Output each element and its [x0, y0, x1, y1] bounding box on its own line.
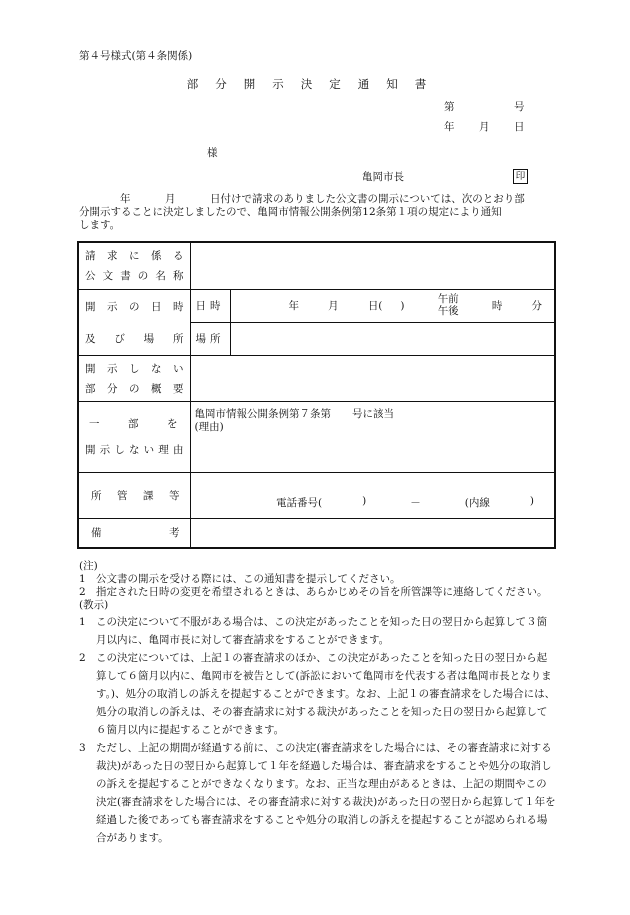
document-title: 部分開示決定通知書	[186, 77, 444, 91]
instruction-item-2: 2 この決定については、上記１の審査請求のほか、この決定があったことを知った日の翌日から起算して６箇月以内に、亀岡市を被告として(訴訟において亀岡市を代表する者は亀岡市長となります。)、処分の取消しの訴えを提起することができます。なお、上記１の審査請求をした場合には、処分の取消しの訴えは、その審査請求に対する裁決があったことを知った日の翌日から起算して６箇月以内に提起することができます。	[79, 651, 556, 736]
intro-line1: 日付けで請求のありました公文書の開示については、次のとおり部	[210, 193, 525, 205]
sender-name: 亀岡市長	[362, 171, 404, 183]
value-requested-document	[190, 242, 555, 289]
value-nondisclosure-reason	[190, 401, 555, 472]
issue-year: 年	[444, 121, 455, 133]
label-remarks: 備 考	[78, 518, 190, 548]
value-undisclosed-summary	[190, 355, 555, 401]
pm-label: 午後	[437, 304, 459, 317]
intro-paragraph	[79, 193, 554, 232]
reason-article: 亀岡市情報公開条例第７条第 号に該当	[194, 407, 394, 420]
label-disclosure-datetime-place: 開 示 の 日 時 及 び 場 所	[78, 289, 190, 355]
label-datetime: 日時	[190, 289, 230, 323]
instruction-item-1: 1 この決定について不服がある場合は、この決定があったことを知った日の翌日から起算して３箇月以内に、亀岡市長に対して審査請求をすることができます。	[79, 615, 548, 646]
intro-line2: 分開示することに決定しましたので、亀岡市情報公開条例第12条第１項の規定により通知	[79, 206, 502, 219]
row-requested-document	[78, 242, 555, 289]
intro-month: 月	[165, 193, 176, 205]
issue-month: 月	[479, 121, 490, 133]
value-place	[230, 323, 555, 356]
row-department	[78, 472, 555, 518]
form-number: 第４号様式(第４条関係)	[79, 50, 193, 62]
issue-day: 日	[514, 121, 525, 133]
notes-section	[79, 560, 557, 847]
am-label: 午前	[437, 293, 459, 306]
seal-mark: 印	[513, 169, 528, 184]
label-department: 所 管 課 等	[78, 472, 190, 518]
phone-line: 電話番号( ) － (内線 )	[276, 494, 534, 509]
intro-year: 年	[120, 193, 131, 205]
row-undisclosed-summary	[78, 355, 555, 401]
value-remarks	[190, 518, 555, 548]
row-disclosure-datetime	[78, 289, 555, 323]
instruction-heading: (教示)	[79, 599, 109, 612]
addressee-suffix: 様	[207, 147, 218, 159]
label-undisclosed-summary: 開 示 し な い 部 分 の 概 要	[78, 355, 190, 401]
row-nondisclosure-reason	[78, 401, 555, 472]
document-number-label: 第	[444, 101, 455, 113]
note-heading: (注)	[79, 560, 98, 572]
note-item-1: 1 公文書の開示を受ける際には、この通知書を提示してください。	[79, 573, 401, 586]
value-department	[190, 472, 555, 518]
decision-table	[77, 241, 556, 549]
value-datetime: 年 月 日( ) 午前 午後 時 分	[230, 289, 555, 323]
label-nondisclosure-reason: 一 部 を 開 示 し な い 理 由	[78, 401, 190, 472]
row-remarks	[78, 518, 555, 548]
reason-note: (理由)	[194, 421, 224, 434]
note-item-2: 2 指定された日時の変更を希望されるときは、あらかじめその旨を所管課等に連絡してください。	[79, 586, 548, 599]
intro-line3: します。	[79, 219, 121, 232]
document-number-suffix: 号	[514, 101, 525, 113]
label-place: 場所	[190, 323, 230, 356]
instruction-item-3: 3 ただし、上記の期間が経過する前に、この決定(審査請求をした場合には、その審査請求に対する裁決)があった日の翌日から起算して１年を経過した場合は、審査請求をすることや処分の取消しの訴えを提起することができなくなります。なお、正当な理由があるときは、上記の期間やこの決定(審査請求をした場合には、その審査請求に対する裁決)があった日の翌日から起算して１年を経過した後であっても審査請求をすることや処分の取消しの訴えを提起することが認められる場合があります。	[79, 741, 556, 845]
label-requested-document: 請 求 に 係 る 公 文 書 の 名 称	[78, 242, 190, 289]
issue-date	[444, 121, 525, 134]
